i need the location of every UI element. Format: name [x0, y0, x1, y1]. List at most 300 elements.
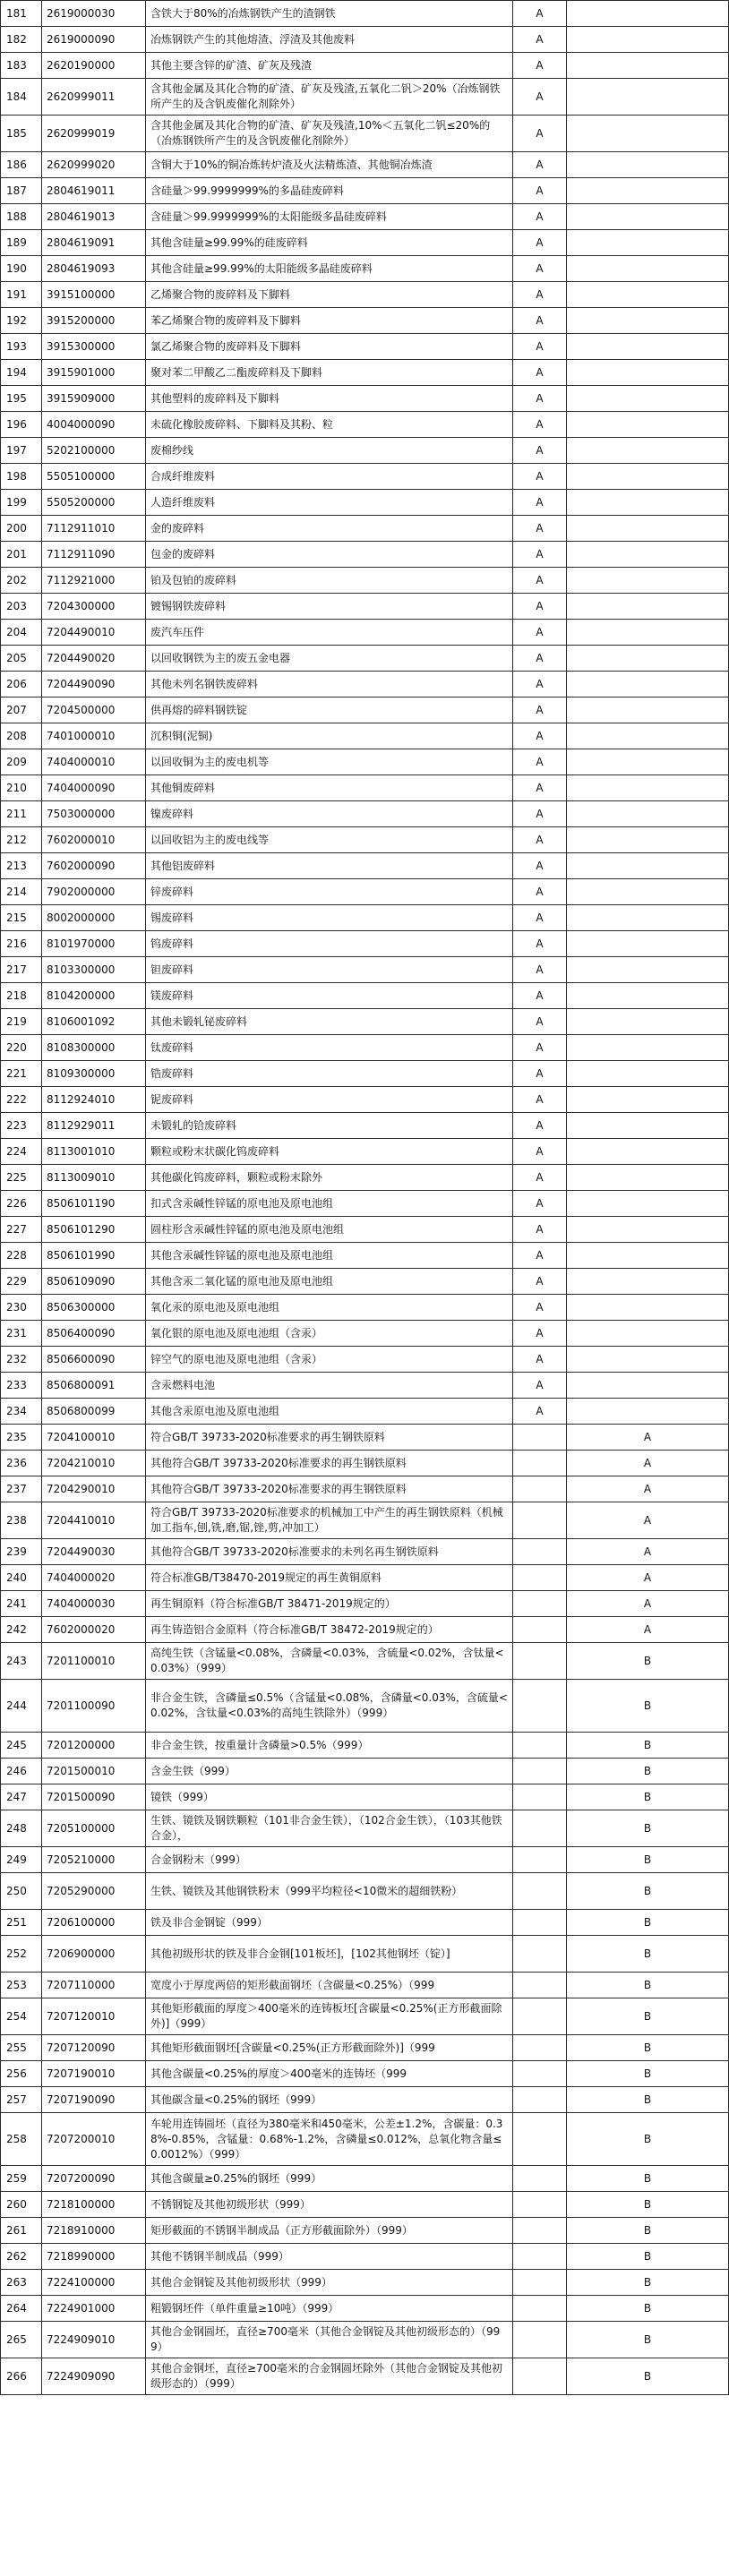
category-b-cell: A: [567, 1617, 729, 1643]
description-cell: 非合金生铁，含磷量≤0.5%（含锰量<0.08%，含磷量<0.03%，含硫量<0.02%，含钛量<0.03%的高纯生铁除外）（999）: [146, 1680, 513, 1733]
description-cell: 含铁大于80%的冶炼钢铁产生的渣钢铁: [146, 1, 513, 27]
description-cell: 以回收铜为主的废电机等: [146, 749, 513, 775]
description-cell: 包金的废碎料: [146, 542, 513, 568]
description-cell: 其他合金钢锭及其他初级形状（999）: [146, 2270, 513, 2296]
row-index-cell: 225: [1, 1165, 42, 1191]
category-a-cell: A: [513, 620, 567, 646]
category-a-cell: A: [513, 697, 567, 723]
row-index-cell: 255: [1, 2035, 42, 2061]
row-index-cell: 234: [1, 1399, 42, 1425]
category-a-cell: [513, 1591, 567, 1617]
row-index-cell: 254: [1, 1998, 42, 2035]
row-index-cell: 204: [1, 620, 42, 646]
category-b-cell: [567, 905, 729, 931]
table-row: [1, 542, 729, 568]
category-b-cell: [567, 152, 729, 178]
category-a-cell: [513, 1617, 567, 1643]
hs-code-cell: 7206900000: [42, 1936, 146, 1973]
category-b-cell: B: [567, 1847, 729, 1873]
description-cell: 其他初级形状的铁及非合金钢[101板坯]，[102其他钢坯（锭）]: [146, 1936, 513, 1973]
table-row: [1, 2358, 729, 2395]
category-a-cell: [513, 2358, 567, 2395]
category-a-cell: [513, 2296, 567, 2322]
description-cell: 生铁、镜铁及钢铁颗粒（101非合金生铁），（102合金生铁），（103其他铁合金），: [146, 1810, 513, 1847]
description-cell: 含硅量＞99.9999999%的多晶硅废碎料: [146, 178, 513, 204]
catalog-table-body: [1, 1, 729, 2395]
category-a-cell: A: [513, 723, 567, 749]
description-cell: 其他未锻轧铋废碎料: [146, 1009, 513, 1035]
table-row: [1, 256, 729, 282]
description-cell: 未锻轧的铪废碎料: [146, 1113, 513, 1139]
category-b-cell: [567, 1165, 729, 1191]
category-b-cell: [567, 516, 729, 542]
category-a-cell: A: [513, 1035, 567, 1061]
table-row: [1, 2192, 729, 2218]
table-row: [1, 568, 729, 594]
hs-code-cell: 7112911090: [42, 542, 146, 568]
row-index-cell: 248: [1, 1810, 42, 1847]
category-b-cell: B: [567, 2113, 729, 2166]
category-a-cell: A: [513, 204, 567, 230]
description-cell: 非合金生铁，按重量计含磷量>0.5%（999）: [146, 1733, 513, 1759]
description-cell: 含铜大于10%的铜冶炼转炉渣及火法精炼渣、其他铜冶炼渣: [146, 152, 513, 178]
row-index-cell: 232: [1, 1347, 42, 1373]
hs-code-cell: 8506109090: [42, 1269, 146, 1295]
hs-code-cell: 7112921000: [42, 568, 146, 594]
hs-code-cell: 7207110000: [42, 1973, 146, 1998]
table-row: [1, 2035, 729, 2061]
hs-code-cell: 7404000030: [42, 1591, 146, 1617]
hs-code-cell: 2620999020: [42, 152, 146, 178]
category-b-cell: B: [567, 2322, 729, 2358]
hs-code-cell: 4004000090: [42, 412, 146, 438]
hs-code-cell: 7404000010: [42, 749, 146, 775]
category-b-cell: [567, 1, 729, 27]
hs-code-cell: 7201500010: [42, 1759, 146, 1784]
category-a-cell: A: [513, 983, 567, 1009]
description-cell: 符合GB/T 39733-2020标准要求的机械加工中产生的再生钢铁原料（机械加工指车,刨,铣,磨,锯,锉,剪,冲加工）: [146, 1502, 513, 1539]
category-b-cell: [567, 386, 729, 412]
hs-code-cell: 2619000030: [42, 1, 146, 27]
category-a-cell: A: [513, 79, 567, 116]
table-row: [1, 672, 729, 697]
category-a-cell: [513, 2244, 567, 2270]
category-a-cell: A: [513, 152, 567, 178]
hs-code-cell: 7204490020: [42, 646, 146, 672]
row-index-cell: 208: [1, 723, 42, 749]
row-index-cell: 233: [1, 1373, 42, 1399]
category-b-cell: [567, 1295, 729, 1321]
table-row: [1, 1, 729, 27]
category-a-cell: A: [513, 1113, 567, 1139]
description-cell: 再生铸造铝合金原料（符合标准GB/T 38472-2019规定的）: [146, 1617, 513, 1643]
table-row: [1, 1373, 729, 1399]
table-row: [1, 1451, 729, 1476]
category-b-cell: [567, 723, 729, 749]
description-cell: 钨废碎料: [146, 931, 513, 957]
row-index-cell: 189: [1, 230, 42, 256]
category-a-cell: A: [513, 853, 567, 879]
hs-code-cell: 7201500090: [42, 1784, 146, 1810]
table-row: [1, 152, 729, 178]
table-row: [1, 53, 729, 79]
description-cell: 其他符合GB/T 39733-2020标准要求的再生钢铁原料: [146, 1451, 513, 1476]
category-a-cell: A: [513, 53, 567, 79]
table-row: [1, 412, 729, 438]
table-row: [1, 1035, 729, 1061]
table-row: [1, 2061, 729, 2087]
description-cell: 冶炼钢铁产生的其他熔渣、浮渣及其他废料: [146, 27, 513, 53]
row-index-cell: 200: [1, 516, 42, 542]
category-a-cell: A: [513, 1165, 567, 1191]
category-b-cell: B: [567, 1998, 729, 2035]
category-a-cell: A: [513, 1061, 567, 1087]
category-b-cell: B: [567, 1759, 729, 1784]
category-a-cell: [513, 2192, 567, 2218]
table-row: [1, 1191, 729, 1217]
category-b-cell: A: [567, 1565, 729, 1591]
category-a-cell: A: [513, 1009, 567, 1035]
row-index-cell: 182: [1, 27, 42, 53]
row-index-cell: 196: [1, 412, 42, 438]
row-index-cell: 187: [1, 178, 42, 204]
category-b-cell: [567, 360, 729, 386]
hs-code-cell: 2804619011: [42, 178, 146, 204]
category-b-cell: [567, 256, 729, 282]
hs-code-cell: 8106001092: [42, 1009, 146, 1035]
category-b-cell: [567, 1243, 729, 1269]
description-cell: 其他含碳量<0.25%的厚度＞400毫米的连铸坯（999: [146, 2061, 513, 2087]
description-cell: 聚对苯二甲酸乙二酯废碎料及下脚料: [146, 360, 513, 386]
category-a-cell: [513, 1451, 567, 1476]
table-row: [1, 2087, 729, 2113]
category-b-cell: B: [567, 2061, 729, 2087]
description-cell: 镀锡钢铁废碎料: [146, 594, 513, 620]
table-row: [1, 801, 729, 827]
hs-code-cell: 2804619093: [42, 256, 146, 282]
category-a-cell: A: [513, 490, 567, 516]
category-b-cell: [567, 1373, 729, 1399]
table-row: [1, 1321, 729, 1347]
row-index-cell: 207: [1, 697, 42, 723]
category-a-cell: [513, 2113, 567, 2166]
category-b-cell: [567, 464, 729, 490]
table-row: [1, 957, 729, 983]
category-a-cell: A: [513, 1243, 567, 1269]
category-a-cell: A: [513, 1373, 567, 1399]
category-a-cell: A: [513, 516, 567, 542]
table-row: [1, 1087, 729, 1113]
table-row: [1, 516, 729, 542]
description-cell: 其他碳含量<0.25%的钢坯（999）: [146, 2087, 513, 2113]
table-row: [1, 1476, 729, 1502]
category-b-cell: [567, 697, 729, 723]
category-b-cell: [567, 438, 729, 464]
category-a-cell: A: [513, 1295, 567, 1321]
row-index-cell: 242: [1, 1617, 42, 1643]
category-b-cell: B: [567, 2218, 729, 2244]
description-cell: 车轮用连铸圆坯（直径为380毫米和450毫米，公差±1.2%，含碳量：0.38%-0.85%，含锰量：0.68%-1.2%，含磷量≤0.012%，总氧化物含量≤0.0012%）（999）: [146, 2113, 513, 2166]
category-a-cell: [513, 1936, 567, 1973]
category-b-cell: B: [567, 2296, 729, 2322]
category-a-cell: A: [513, 1399, 567, 1425]
row-index-cell: 211: [1, 801, 42, 827]
description-cell: 含其他金属及其化合物的矿渣、矿灰及残渣,五氧化二钒＞20%（冶炼钢铁所产生的及含钒废催化剂除外）: [146, 79, 513, 116]
row-index-cell: 218: [1, 983, 42, 1009]
hs-code-cell: 7204300000: [42, 594, 146, 620]
table-row: [1, 1399, 729, 1425]
category-b-cell: B: [567, 2166, 729, 2192]
hs-code-cell: 7224100000: [42, 2270, 146, 2296]
row-index-cell: 212: [1, 827, 42, 853]
category-b-cell: [567, 1321, 729, 1347]
category-b-cell: [567, 204, 729, 230]
description-cell: 其他含硅量≥99.99%的太阳能级多晶硅废碎料: [146, 256, 513, 282]
row-index-cell: 190: [1, 256, 42, 282]
table-row: [1, 697, 729, 723]
category-a-cell: A: [513, 931, 567, 957]
description-cell: 以回收钢铁为主的废五金电器: [146, 646, 513, 672]
hs-code-cell: 3915300000: [42, 334, 146, 360]
table-row: [1, 178, 729, 204]
category-a-cell: A: [513, 801, 567, 827]
row-index-cell: 252: [1, 1936, 42, 1973]
hs-code-cell: 7401000010: [42, 723, 146, 749]
description-cell: 其他碳化钨废碎料，颗粒或粉末除外: [146, 1165, 513, 1191]
table-row: [1, 438, 729, 464]
category-b-cell: [567, 1191, 729, 1217]
row-index-cell: 240: [1, 1565, 42, 1591]
description-cell: 金的废碎料: [146, 516, 513, 542]
description-cell: 钛废碎料: [146, 1035, 513, 1061]
category-b-cell: [567, 53, 729, 79]
category-a-cell: [513, 1565, 567, 1591]
description-cell: 高纯生铁（含锰量<0.08%，含磷量<0.03%，含硫量<0.02%，含钛量<0.03%）（999）: [146, 1643, 513, 1680]
description-cell: 其他矩形截面钢坯[含碳量<0.25%(正方形截面除外)]（999: [146, 2035, 513, 2061]
table-row: [1, 282, 729, 308]
category-b-cell: [567, 1139, 729, 1165]
description-cell: 含硅量＞99.9999999%的太阳能级多晶硅废碎料: [146, 204, 513, 230]
row-index-cell: 246: [1, 1759, 42, 1784]
description-cell: 合金钢粉末（999）: [146, 1847, 513, 1873]
description-cell: 供再熔的碎料钢铁锭: [146, 697, 513, 723]
hs-code-cell: 5505100000: [42, 464, 146, 490]
hs-code-cell: 7602000020: [42, 1617, 146, 1643]
hs-code-cell: 8109300000: [42, 1061, 146, 1087]
category-a-cell: A: [513, 672, 567, 697]
row-index-cell: 224: [1, 1139, 42, 1165]
row-index-cell: 184: [1, 79, 42, 116]
table-row: [1, 1269, 729, 1295]
table-row: [1, 27, 729, 53]
row-index-cell: 229: [1, 1269, 42, 1295]
category-a-cell: [513, 1998, 567, 2035]
hs-code-cell: 8506300000: [42, 1295, 146, 1321]
table-row: [1, 1295, 729, 1321]
category-a-cell: A: [513, 178, 567, 204]
hs-code-cell: 8002000000: [42, 905, 146, 931]
row-index-cell: 235: [1, 1425, 42, 1451]
row-index-cell: 192: [1, 308, 42, 334]
category-b-cell: [567, 1087, 729, 1113]
row-index-cell: 258: [1, 2113, 42, 2166]
hs-code-cell: 8506600090: [42, 1347, 146, 1373]
row-index-cell: 214: [1, 879, 42, 905]
row-index-cell: 245: [1, 1733, 42, 1759]
category-b-cell: [567, 230, 729, 256]
row-index-cell: 264: [1, 2296, 42, 2322]
category-a-cell: [513, 1910, 567, 1936]
category-a-cell: A: [513, 775, 567, 801]
category-a-cell: A: [513, 256, 567, 282]
row-index-cell: 181: [1, 1, 42, 27]
row-index-cell: 241: [1, 1591, 42, 1617]
hs-code-cell: 8506101290: [42, 1217, 146, 1243]
category-b-cell: [567, 1009, 729, 1035]
hs-code-cell: 8104200000: [42, 983, 146, 1009]
row-index-cell: 213: [1, 853, 42, 879]
hs-code-cell: 2619000090: [42, 27, 146, 53]
category-a-cell: A: [513, 905, 567, 931]
hs-code-cell: 7503000000: [42, 801, 146, 827]
category-b-cell: [567, 1269, 729, 1295]
category-b-cell: B: [567, 1936, 729, 1973]
description-cell: 锌空气的原电池及原电池组（含汞）: [146, 1347, 513, 1373]
table-row: [1, 1113, 729, 1139]
hs-code-cell: 7204500000: [42, 697, 146, 723]
table-row: [1, 1998, 729, 2035]
hs-code-cell: 7204100010: [42, 1425, 146, 1451]
category-a-cell: A: [513, 334, 567, 360]
category-a-cell: A: [513, 646, 567, 672]
table-row: [1, 983, 729, 1009]
table-row: [1, 204, 729, 230]
row-index-cell: 231: [1, 1321, 42, 1347]
table-row: [1, 723, 729, 749]
description-cell: 乙烯聚合物的废碎料及下脚料: [146, 282, 513, 308]
category-b-cell: [567, 1399, 729, 1425]
category-b-cell: [567, 801, 729, 827]
row-index-cell: 220: [1, 1035, 42, 1061]
table-row: [1, 1733, 729, 1759]
category-b-cell: A: [567, 1451, 729, 1476]
category-b-cell: [567, 775, 729, 801]
category-a-cell: [513, 1973, 567, 1998]
category-a-cell: A: [513, 594, 567, 620]
row-index-cell: 265: [1, 2322, 42, 2358]
hs-code-cell: 8506800099: [42, 1399, 146, 1425]
category-a-cell: A: [513, 827, 567, 853]
description-cell: 其他含汞原电池及原电池组: [146, 1399, 513, 1425]
hs-code-cell: 7224901000: [42, 2296, 146, 2322]
row-index-cell: 183: [1, 53, 42, 79]
description-cell: 不锈钢锭及其他初级形状（999）: [146, 2192, 513, 2218]
table-row: [1, 386, 729, 412]
category-a-cell: A: [513, 749, 567, 775]
category-b-cell: B: [567, 2270, 729, 2296]
description-cell: 扣式含汞碱性锌锰的原电池及原电池组: [146, 1191, 513, 1217]
hs-code-cell: 2620190000: [42, 53, 146, 79]
row-index-cell: 194: [1, 360, 42, 386]
category-b-cell: [567, 178, 729, 204]
category-a-cell: [513, 2270, 567, 2296]
category-a-cell: A: [513, 1139, 567, 1165]
description-cell: 宽度小于厚度两倍的矩形截面钢坯（含碳量<0.25%）（999: [146, 1973, 513, 1998]
description-cell: 镍废碎料: [146, 801, 513, 827]
description-cell: 其他符合GB/T 39733-2020标准要求的再生钢铁原料: [146, 1476, 513, 1502]
row-index-cell: 223: [1, 1113, 42, 1139]
table-row: [1, 1347, 729, 1373]
category-a-cell: A: [513, 879, 567, 905]
category-b-cell: B: [567, 1680, 729, 1733]
table-row: [1, 1009, 729, 1035]
row-index-cell: 191: [1, 282, 42, 308]
row-index-cell: 222: [1, 1087, 42, 1113]
category-b-cell: B: [567, 2358, 729, 2395]
hs-code-cell: 7207200090: [42, 2166, 146, 2192]
row-index-cell: 215: [1, 905, 42, 931]
table-row: [1, 1810, 729, 1847]
category-b-cell: [567, 853, 729, 879]
category-b-cell: [567, 1217, 729, 1243]
hs-code-cell: 7204210010: [42, 1451, 146, 1476]
row-index-cell: 257: [1, 2087, 42, 2113]
hs-code-cell: 7218910000: [42, 2218, 146, 2244]
table-row: [1, 1784, 729, 1810]
row-index-cell: 247: [1, 1784, 42, 1810]
row-index-cell: 249: [1, 1847, 42, 1873]
category-a-cell: A: [513, 27, 567, 53]
category-a-cell: A: [513, 230, 567, 256]
row-index-cell: 256: [1, 2061, 42, 2087]
category-b-cell: [567, 931, 729, 957]
table-row: [1, 2244, 729, 2270]
description-cell: 其他塑料的废碎料及下脚料: [146, 386, 513, 412]
hs-code-cell: 7218990000: [42, 2244, 146, 2270]
description-cell: 氧化汞的原电池及原电池组: [146, 1295, 513, 1321]
description-cell: 镁废碎料: [146, 983, 513, 1009]
category-a-cell: [513, 1873, 567, 1910]
category-a-cell: A: [513, 1, 567, 27]
description-cell: 废汽车压件: [146, 620, 513, 646]
table-row: [1, 2322, 729, 2358]
description-cell: 锆废碎料: [146, 1061, 513, 1087]
description-cell: 人造纤维废料: [146, 490, 513, 516]
category-b-cell: [567, 282, 729, 308]
row-index-cell: 221: [1, 1061, 42, 1087]
category-b-cell: B: [567, 2087, 729, 2113]
hs-code-cell: 5505200000: [42, 490, 146, 516]
category-b-cell: [567, 1113, 729, 1139]
category-b-cell: [567, 827, 729, 853]
table-row: [1, 2113, 729, 2166]
category-a-cell: A: [513, 1087, 567, 1113]
category-a-cell: A: [513, 412, 567, 438]
hs-code-cell: 7204490010: [42, 620, 146, 646]
hs-code-cell: 3915909000: [42, 386, 146, 412]
hs-code-cell: 7204490030: [42, 1539, 146, 1565]
row-index-cell: 188: [1, 204, 42, 230]
description-cell: 锡废碎料: [146, 905, 513, 931]
hs-code-cell: 7207190090: [42, 2087, 146, 2113]
category-a-cell: [513, 1680, 567, 1733]
table-row: [1, 1217, 729, 1243]
hs-code-cell: 7205290000: [42, 1873, 146, 1910]
category-b-cell: [567, 116, 729, 152]
description-cell: 含其他金属及其化合物的矿渣、矿灰及残渣,10%＜五氧化二钒≤20%的（冶炼钢铁所产生的及含钒废催化剂除外）: [146, 116, 513, 152]
hs-code-cell: 7218100000: [42, 2192, 146, 2218]
hs-code-cell: 2620999011: [42, 79, 146, 116]
